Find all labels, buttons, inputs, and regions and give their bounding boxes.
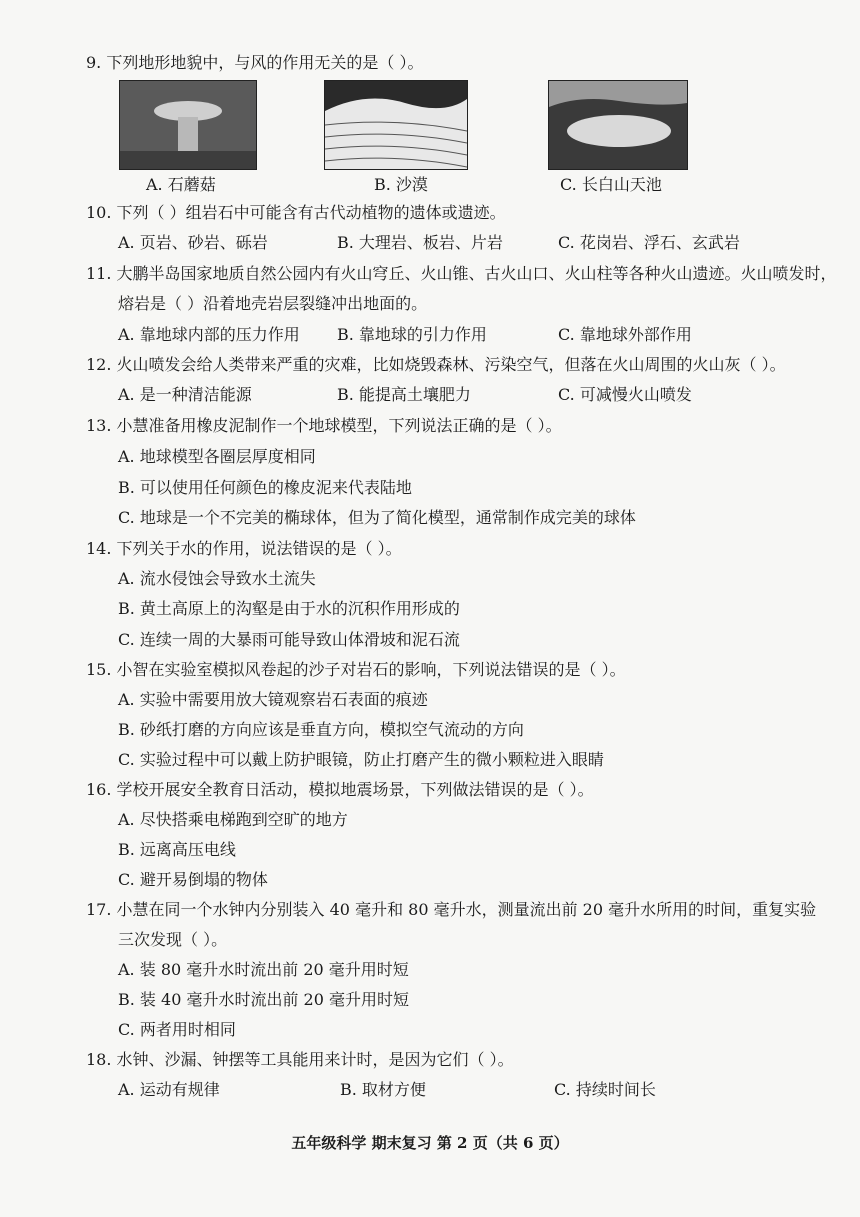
question-18-stem: 18. 水钟、沙漏、钟摆等工具能用来计时，是因为它们（ ）。 <box>86 1050 514 1069</box>
q11-option-c: C. 靠地球外部作用 <box>558 325 692 344</box>
q16-option-b: B. 远离高压电线 <box>118 840 236 859</box>
mushroom-rock-photo <box>119 80 257 170</box>
q12-option-c: C. 可减慢火山喷发 <box>558 385 692 404</box>
q12-option-a: A. 是一种清洁能源 <box>118 385 252 404</box>
q11-option-a: A. 靠地球内部的压力作用 <box>118 325 300 344</box>
question-14-stem: 14. 下列关于水的作用，说法错误的是（ ）。 <box>86 539 402 558</box>
q10-option-a: A. 页岩、砂岩、砾岩 <box>118 233 268 252</box>
question-9-stem: 9. 下列地形地貌中，与风的作用无关的是（ ）。 <box>86 53 424 72</box>
q12-option-b: B. 能提高土壤肥力 <box>337 385 471 404</box>
question-11-stem: 11. 大鹏半岛国家地质自然公园内有火山穹丘、火山锥、古火山口、火山柱等各种火山遗迹。火山喷发时， <box>86 264 837 283</box>
question-17-stem: 17. 小慧在同一个水钟内分别装入 40 毫升和 80 毫升水，测量流出前 20 毫升水所用的时间，重复实验 <box>86 900 817 919</box>
q17-option-c: C. 两者用时相同 <box>118 1020 236 1039</box>
q14-option-a: A. 流水侵蚀会导致水土流失 <box>118 569 316 588</box>
q13-option-b: B. 可以使用任何颜色的橡皮泥来代表陆地 <box>118 478 412 497</box>
question-10-stem: 10. 下列（ ）组岩石中可能含有古代动植物的遗体或遗迹。 <box>86 203 506 222</box>
question-15-stem: 15. 小智在实验室模拟风卷起的沙子对岩石的影响，下列说法错误的是（ ）。 <box>86 660 626 679</box>
q17-option-a: A. 装 80 毫升水时流出前 20 毫升用时短 <box>118 960 409 979</box>
q18-option-c: C. 持续时间长 <box>554 1080 656 1099</box>
q18-option-a: A. 运动有规律 <box>118 1080 220 1099</box>
question-13-stem: 13. 小慧准备用橡皮泥制作一个地球模型，下列说法正确的是（ ）。 <box>86 416 562 435</box>
q9-option-a: A. 石蘑菇 <box>146 175 216 194</box>
q15-option-c: C. 实验过程中可以戴上防护眼镜，防止打磨产生的微小颗粒进入眼睛 <box>118 750 604 769</box>
q16-option-a: A. 尽快搭乘电梯跑到空旷的地方 <box>118 810 348 829</box>
crater-lake-photo <box>548 80 688 170</box>
desert-dunes-photo <box>324 80 468 170</box>
q10-option-c: C. 花岗岩、浮石、玄武岩 <box>558 233 740 252</box>
q18-option-b: B. 取材方便 <box>340 1080 426 1099</box>
q17-option-b: B. 装 40 毫升水时流出前 20 毫升用时短 <box>118 990 409 1009</box>
q14-option-c: C. 连续一周的大暴雨可能导致山体滑坡和泥石流 <box>118 630 460 649</box>
q13-option-c: C. 地球是一个不完美的椭球体，但为了简化模型，通常制作成完美的球体 <box>118 508 636 527</box>
question-17-stem-cont: 三次发现（ ）。 <box>118 930 228 949</box>
page-footer: 五年级科学 期末复习 第 2 页（共 6 页） <box>291 1134 569 1152</box>
q15-option-a: A. 实验中需要用放大镜观察岩石表面的痕迹 <box>118 690 428 709</box>
q10-option-b: B. 大理岩、板岩、片岩 <box>337 233 503 252</box>
q16-option-c: C. 避开易倒塌的物体 <box>118 870 268 889</box>
q14-option-b: B. 黄土高原上的沟壑是由于水的沉积作用形成的 <box>118 599 460 618</box>
q9-option-b: B. 沙漠 <box>374 175 428 194</box>
question-16-stem: 16. 学校开展安全教育日活动，模拟地震场景，下列做法错误的是（ ）。 <box>86 780 594 799</box>
q15-option-b: B. 砂纸打磨的方向应该是垂直方向，模拟空气流动的方向 <box>118 720 524 739</box>
q13-option-a: A. 地球模型各圈层厚度相同 <box>118 447 316 466</box>
question-11-stem-cont: 熔岩是（ ）沿着地壳岩层裂缝冲出地面的。 <box>118 294 428 313</box>
q11-option-b: B. 靠地球的引力作用 <box>337 325 487 344</box>
question-12-stem: 12. 火山喷发会给人类带来严重的灾难，比如烧毁森林、污染空气，但落在火山周围的火山灰（ ）。 <box>86 355 786 374</box>
q9-option-c: C. 长白山天池 <box>560 175 662 194</box>
